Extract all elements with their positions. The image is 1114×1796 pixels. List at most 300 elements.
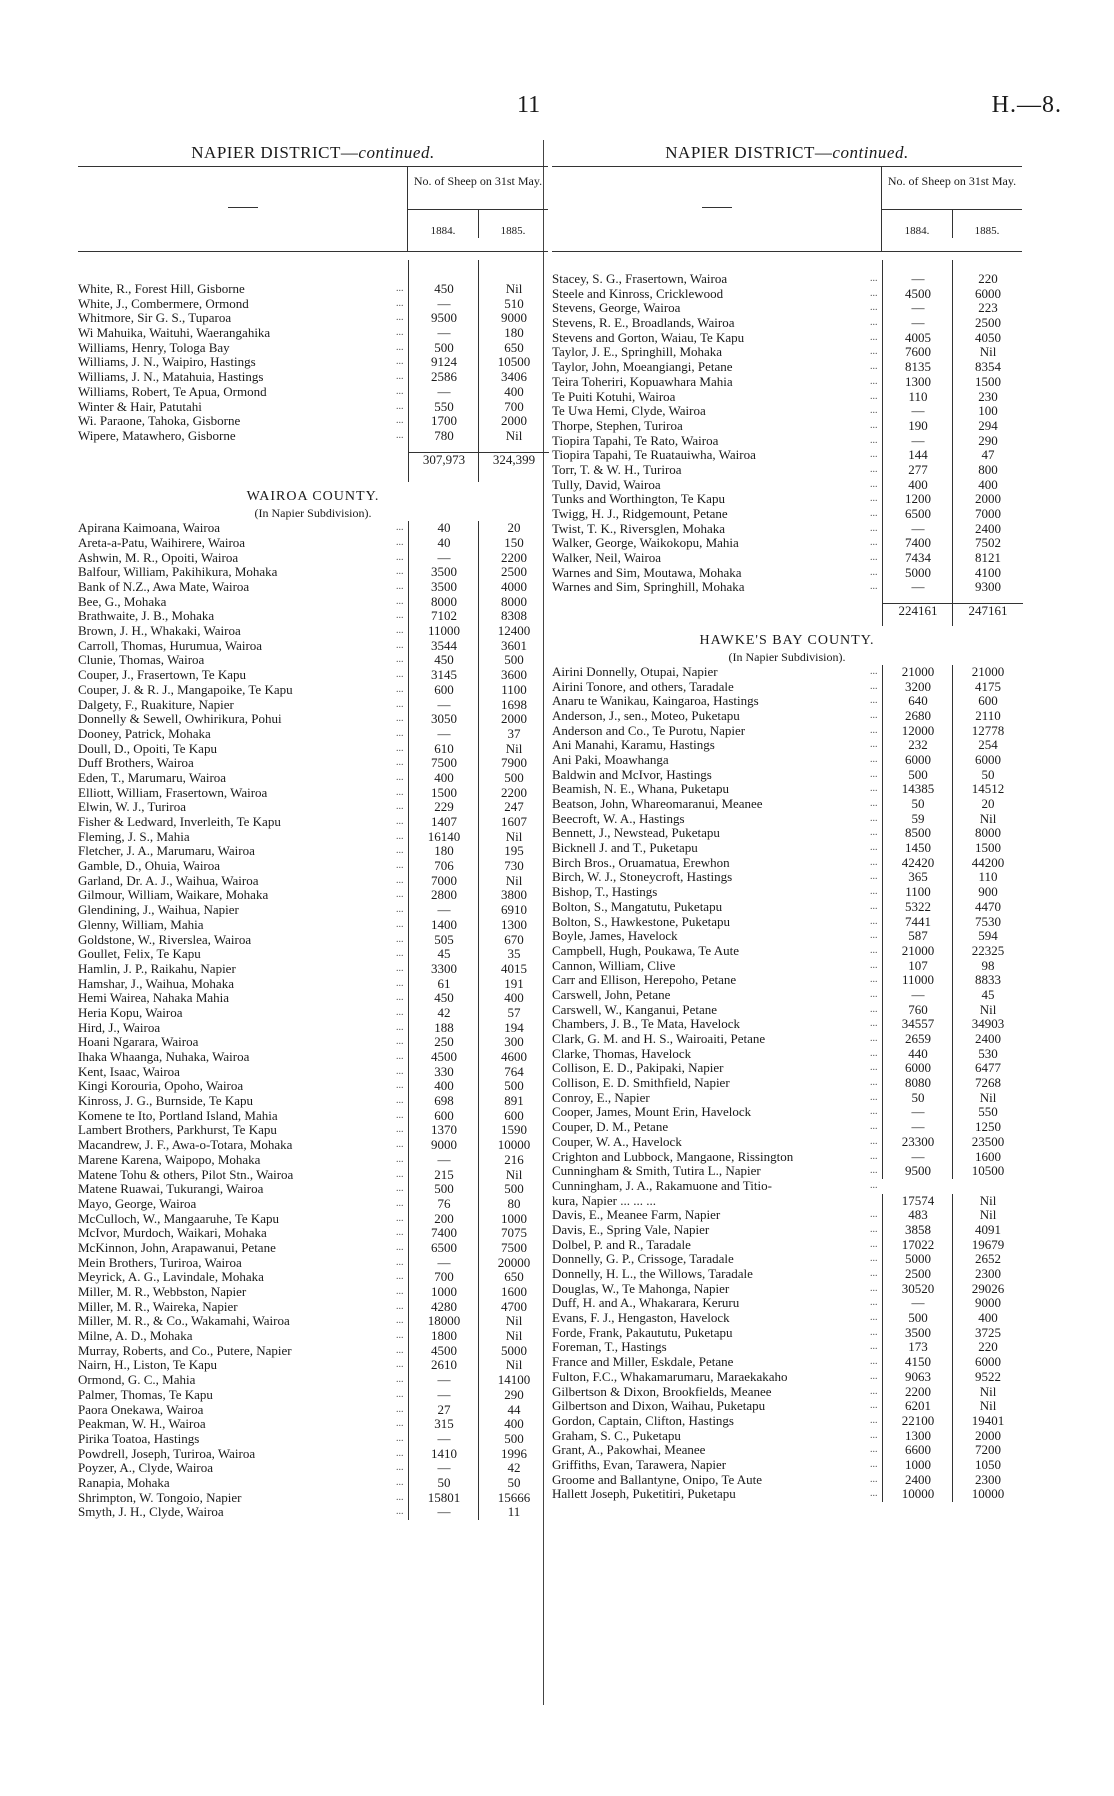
- row-name: Eden, T., Marumaru, Wairoa: [78, 770, 227, 785]
- row-name: Couper, W. A., Havelock: [552, 1134, 682, 1149]
- value-1884: —: [408, 727, 479, 742]
- value-1885: 290: [952, 434, 1023, 449]
- table-row: [78, 1388, 548, 1403]
- table-row: [78, 639, 548, 654]
- value-1885: 2000: [952, 492, 1023, 507]
- value-1885: 10000: [478, 1138, 549, 1153]
- value-1885: 530: [952, 1047, 1023, 1062]
- value-1884: 277: [882, 463, 953, 478]
- table-row: [78, 1417, 548, 1432]
- value-1885: 764: [478, 1065, 549, 1080]
- value-1885: 10000: [952, 1487, 1023, 1502]
- page-number: 11: [517, 92, 541, 118]
- value-1885: 8354: [952, 360, 1023, 375]
- value-1885: 2500: [952, 316, 1023, 331]
- table-row: [78, 1138, 548, 1153]
- header-years: [882, 209, 1022, 252]
- row-leader: ...: [396, 1124, 404, 1136]
- row-name: Kinross, J. G., Burnside, Te Kapu: [78, 1094, 254, 1109]
- row-name: Anaru te Wanikau, Kaingaroa, Hastings: [552, 694, 759, 709]
- row-name: Nairn, H., Liston, Te Kapu: [78, 1358, 217, 1373]
- value-1885: 1600: [478, 1285, 549, 1300]
- row-leader: ...: [396, 1139, 404, 1151]
- row-leader: ...: [396, 1447, 404, 1459]
- row-leader: ...: [870, 930, 878, 942]
- row-name: Hird, J., Wairoa: [78, 1020, 161, 1035]
- row-name: McKinnon, John, Arapawanui, Petane: [78, 1240, 276, 1255]
- table-row: [552, 551, 1022, 566]
- value-1885: 500: [478, 1182, 549, 1197]
- value-1885: 500: [478, 1432, 549, 1447]
- table-row: [78, 1006, 548, 1021]
- row-leader: ...: [396, 669, 404, 681]
- value-1884: 6201: [882, 1399, 953, 1414]
- table-row: [552, 797, 1022, 812]
- value-1885: Nil: [478, 830, 549, 845]
- value-1885: 4100: [952, 566, 1023, 581]
- district-title: NAPIER DISTRICT—continued.: [665, 143, 909, 162]
- value-1884: 1300: [882, 1429, 953, 1444]
- table-row: [78, 1447, 548, 1462]
- table-row: [78, 1344, 548, 1359]
- right-column: [552, 140, 1022, 1502]
- value-1884: 15801: [408, 1491, 479, 1506]
- value-1884: 8080: [882, 1076, 953, 1091]
- value-1884: 50: [882, 1091, 953, 1106]
- row-name: Cannon, William, Clive: [552, 958, 676, 973]
- value-1885: 4470: [952, 900, 1023, 915]
- value-1884: 400: [882, 478, 953, 493]
- row-name: Beatson, John, Whareomaranui, Meanee: [552, 797, 763, 811]
- value-1884: 3858: [882, 1223, 953, 1238]
- table-row: [78, 1358, 548, 1373]
- header-group: [407, 167, 548, 251]
- table-row: [78, 962, 548, 977]
- table-row: [78, 1491, 548, 1506]
- row-leader: ...: [870, 1253, 878, 1265]
- row-leader: ...: [870, 1282, 878, 1294]
- value-1885: 294: [952, 419, 1023, 434]
- row-leader: ...: [396, 551, 404, 563]
- value-1885: 2400: [952, 522, 1023, 537]
- table-row: [552, 1326, 1022, 1341]
- row-name: White, R., Forest Hill, Gisborne: [78, 282, 245, 296]
- value-1885: 150: [478, 536, 549, 551]
- value-1885: 2200: [478, 786, 549, 801]
- row-name: Dalgety, F., Ruakiture, Napier: [78, 697, 234, 712]
- row-name: Ranapia, Mohaka: [78, 1475, 170, 1490]
- value-1884: 440: [882, 1047, 953, 1062]
- value-1884: 17022: [882, 1238, 953, 1253]
- table-row: [78, 1035, 548, 1050]
- row-name: Wipere, Matawhero, Gisborne: [78, 428, 236, 443]
- table-row: [552, 1179, 1022, 1194]
- row-name: Bolton, S., Mangatutu, Puketapu: [552, 899, 723, 914]
- value-1884: 17574: [882, 1194, 953, 1209]
- table-row: [552, 404, 1022, 419]
- table-row: [78, 668, 548, 683]
- row-name: Glenny, William, Mahia: [78, 917, 204, 932]
- table-row: [552, 915, 1022, 930]
- table-row: [78, 933, 548, 948]
- row-name: Balfour, William, Pakihikura, Mohaka: [78, 565, 278, 580]
- header-group-label: No. of Sheep on 31st May.: [887, 174, 1017, 188]
- row-name: Williams, J. N., Waipiro, Hastings: [78, 355, 256, 370]
- row-name: Anderson, J., sen., Moteo, Puketapu: [552, 708, 740, 723]
- row-spacer: [78, 260, 548, 282]
- value-1885: 510: [478, 297, 549, 312]
- value-1884: —: [408, 1505, 479, 1520]
- value-1884: 9500: [408, 311, 479, 326]
- value-1884: 40: [408, 536, 479, 551]
- value-1884: 3300: [408, 962, 479, 977]
- value-1884: 4500: [408, 1344, 479, 1359]
- row-leader: ...: [396, 1036, 404, 1048]
- value-1885: 4700: [478, 1300, 549, 1315]
- row-name: Grant, A., Pakowhai, Meanee: [552, 1443, 706, 1458]
- row-name: Powdrell, Joseph, Turiroa, Wairoa: [78, 1446, 256, 1461]
- value-1885: 47: [952, 448, 1023, 463]
- table-row: [552, 566, 1022, 581]
- value-1884: 2800: [408, 888, 479, 903]
- table-row: [78, 595, 548, 610]
- value-1885: 23500: [952, 1135, 1023, 1150]
- table-row: [78, 800, 548, 815]
- row-name: Pirika Toatoa, Hastings: [78, 1431, 200, 1446]
- row-leader: ...: [396, 845, 404, 857]
- table-row: [552, 1370, 1022, 1385]
- row-name: Milne, A. D., Mohaka: [78, 1329, 193, 1344]
- row-name: Warnes and Sim, Springhill, Mohaka: [552, 580, 745, 595]
- row-name: Ashwin, M. R., Opoiti, Wairoa: [78, 550, 239, 565]
- value-1884: 2610: [408, 1358, 479, 1373]
- row-leader: ...: [870, 1370, 878, 1382]
- value-1885: 650: [478, 1270, 549, 1285]
- row-leader: ...: [396, 830, 404, 842]
- value-1885: 4091: [952, 1223, 1023, 1238]
- table-row: [552, 1429, 1022, 1444]
- row-name: Collison, E. D., Pakipaki, Napier: [552, 1061, 724, 1076]
- row-name: Stevens, R. E., Broadlands, Wairoa: [552, 316, 735, 331]
- table-row: [78, 521, 548, 536]
- header-dash: [228, 207, 258, 208]
- row-leader: ...: [870, 1091, 878, 1103]
- row-name: Fisher & Ledward, Inverleith, Te Kapu: [78, 815, 281, 829]
- value-1884: 1450: [882, 841, 953, 856]
- row-name: Clunie, Thomas, Wairoa: [78, 653, 205, 668]
- row-name: Meyrick, A. G., Lavindale, Mohaka: [78, 1270, 264, 1285]
- table-row: [552, 885, 1022, 900]
- value-1884: 2680: [882, 709, 953, 724]
- row-name: Peakman, W. H., Wairoa: [78, 1417, 206, 1432]
- value-1885: 50: [478, 1476, 549, 1491]
- table-body: [552, 252, 1022, 1502]
- value-1885: 600: [478, 1109, 549, 1124]
- row-leader: ...: [870, 552, 878, 564]
- value-1885: 4600: [478, 1050, 549, 1065]
- value-1885: 6000: [952, 753, 1023, 768]
- row-leader: ...: [870, 1268, 878, 1279]
- row-leader: ...: [870, 1121, 878, 1133]
- value-1885: 98: [952, 959, 1023, 974]
- row-leader: ...: [396, 1183, 404, 1195]
- table-row: [552, 1399, 1022, 1414]
- table-row: [78, 565, 548, 580]
- row-leader: ...: [870, 812, 878, 824]
- value-1884: —: [882, 1296, 953, 1311]
- spacer-cell: [952, 618, 1023, 626]
- year-1884: 1884.: [408, 210, 479, 238]
- value-1885: 20000: [478, 1256, 549, 1271]
- row-name: Heria Kopu, Wairoa: [78, 1005, 183, 1020]
- table-row: [552, 738, 1022, 753]
- value-1885: 7268: [952, 1076, 1023, 1091]
- row-leader: ...: [870, 390, 878, 402]
- value-1884: 307,973: [408, 452, 479, 468]
- row-name: Duff Brothers, Wairoa: [78, 756, 194, 771]
- table-row: [78, 1153, 548, 1168]
- value-1884: 200: [408, 1212, 479, 1227]
- table-row: [552, 507, 1022, 522]
- row-name: Goullet, Felix, Te Kapu: [78, 947, 201, 962]
- table-body: [78, 252, 548, 1520]
- value-1884: 40: [408, 521, 479, 536]
- value-1884: 365: [882, 870, 953, 885]
- table-row: [552, 665, 1022, 680]
- table-row: [552, 522, 1022, 537]
- value-1885: 194: [478, 1021, 549, 1036]
- table-row: [552, 419, 1022, 434]
- table-row: [552, 1414, 1022, 1429]
- row-name: Ihaka Whaanga, Nuhaka, Wairoa: [78, 1050, 250, 1064]
- table-row: [552, 1017, 1022, 1032]
- value-1885: 1600: [952, 1150, 1023, 1165]
- row-leader: ...: [396, 1374, 404, 1386]
- row-leader: ...: [870, 1077, 878, 1089]
- row-name: Komene te Ito, Portland Island, Mahia: [78, 1108, 278, 1123]
- table-row: [78, 1461, 548, 1476]
- row-name: Tunks and Worthington, Te Kapu: [552, 492, 725, 507]
- table-row: [552, 1135, 1022, 1150]
- table-row: [78, 1373, 548, 1388]
- table-row: [78, 1314, 548, 1329]
- row-name: Lambert Brothers, Parkhurst, Te Kapu: [78, 1123, 277, 1138]
- table-row: [552, 1267, 1022, 1282]
- table-row: [552, 694, 1022, 709]
- table-row: [78, 429, 548, 444]
- value-1884: 760: [882, 1003, 953, 1018]
- table-row: [78, 536, 548, 551]
- row-spacer: [552, 260, 1022, 272]
- row-name: Poyzer, A., Clyde, Wairoa: [78, 1461, 214, 1476]
- value-1884: 229: [408, 800, 479, 815]
- value-1885: 8000: [478, 595, 549, 610]
- value-1884: 8000: [408, 595, 479, 610]
- value-1884: 45: [408, 947, 479, 962]
- row-leader: ...: [870, 842, 878, 854]
- row-name: Mein Brothers, Turiroa, Wairoa: [78, 1255, 242, 1270]
- row-name: Miller, M. R., & Co., Wakamahi, Wairoa: [78, 1314, 290, 1329]
- value-1884: —: [408, 1432, 479, 1447]
- row-leader: ...: [396, 1080, 404, 1092]
- subdivision-note: (In Napier Subdivision).: [728, 649, 846, 664]
- header-dash: [702, 207, 732, 208]
- row-name: Tiopira Tapahi, Te Rato, Wairoa: [552, 433, 719, 448]
- value-1885: 1300: [478, 918, 549, 933]
- header-years: [408, 209, 548, 252]
- table-row: [78, 712, 548, 727]
- value-1885: 800: [952, 463, 1023, 478]
- value-1885: 223: [952, 301, 1023, 316]
- value-1884: 188: [408, 1021, 479, 1036]
- table-row: [78, 1212, 548, 1227]
- value-1885: 1050: [952, 1458, 1023, 1473]
- value-1885: 400: [952, 478, 1023, 493]
- value-1885: 4000: [478, 580, 549, 595]
- value-1885: 14512: [952, 782, 1023, 797]
- value-1884: —: [882, 272, 953, 287]
- row-name: Elwin, W. J., Turiroa: [78, 800, 186, 815]
- value-1884: 8135: [882, 360, 953, 375]
- row-leader: ...: [870, 1150, 878, 1162]
- row-leader: ...: [870, 1047, 878, 1059]
- row-leader: ...: [870, 695, 878, 707]
- value-1885: 44: [478, 1403, 549, 1418]
- row-leader: ...: [396, 1256, 404, 1268]
- row-leader: ...: [870, 1018, 878, 1030]
- row-leader: ...: [396, 1300, 404, 1312]
- spacer-cell: [408, 466, 479, 482]
- value-1885: 1500: [952, 375, 1023, 390]
- row-leader: ...: [870, 302, 878, 314]
- value-1884: 11000: [882, 973, 953, 988]
- table-row: [552, 1385, 1022, 1400]
- row-name: Hemi Wairea, Nahaka Mahia: [78, 991, 230, 1006]
- row-leader: ...: [870, 508, 878, 519]
- value-1885: 45: [952, 988, 1023, 1003]
- row-leader: ...: [396, 727, 404, 739]
- table-row: [552, 1120, 1022, 1135]
- spacer-cell: [882, 595, 953, 603]
- row-leader: ...: [870, 739, 878, 751]
- value-1884: 400: [408, 1079, 479, 1094]
- table-row: [552, 973, 1022, 988]
- value-1885: Nil: [952, 345, 1023, 360]
- value-1884: 5000: [882, 566, 953, 581]
- row-name: Brown, J. H., Whakaki, Wairoa: [78, 624, 241, 639]
- value-1885: 600: [952, 694, 1023, 709]
- value-1885: 110: [952, 870, 1023, 885]
- table-row: [78, 1285, 548, 1300]
- table-row: [552, 463, 1022, 478]
- table-row: [78, 1021, 548, 1036]
- table-row: [552, 1032, 1022, 1047]
- table-row: [78, 341, 548, 356]
- row-leader: ...: [870, 944, 878, 956]
- table-row: [552, 1296, 1022, 1311]
- row-name: Bee, G., Mohaka: [78, 594, 167, 609]
- page-reference: H.—8.: [991, 92, 1062, 118]
- year-1885: 1885.: [500, 225, 526, 237]
- value-1885: Nil: [952, 1385, 1023, 1400]
- row-leader: ...: [870, 317, 878, 329]
- value-1884: 1000: [408, 1285, 479, 1300]
- value-1885: 594: [952, 929, 1023, 944]
- value-1885: 12778: [952, 724, 1023, 739]
- value-1884: 500: [408, 341, 479, 356]
- row-leader: ...: [870, 1106, 878, 1118]
- row-name: Walker, George, Waikokopu, Mahia: [552, 536, 739, 551]
- row-name: Stacey, S. G., Frasertown, Wairoa: [552, 272, 728, 286]
- value-1884: 27: [408, 1403, 479, 1418]
- table-row: [552, 1091, 1022, 1106]
- value-1884: 14385: [882, 782, 953, 797]
- header-group-label: No. of Sheep on 31st May.: [413, 174, 543, 188]
- table-row: [78, 326, 548, 341]
- table-row: [552, 316, 1022, 331]
- value-1885: 1100: [478, 683, 549, 698]
- row-leader: ...: [870, 915, 878, 927]
- table-row: [552, 988, 1022, 1003]
- value-1884: 59: [882, 812, 953, 827]
- spacer-cell: [478, 444, 549, 452]
- value-1884: —: [882, 404, 953, 419]
- value-1885: 19679: [952, 1238, 1023, 1253]
- value-1884: 2500: [882, 1267, 953, 1282]
- table-row: [552, 331, 1022, 346]
- value-1884: 7434: [882, 551, 953, 566]
- value-1884: 780: [408, 429, 479, 444]
- row-leader: ...: [870, 566, 878, 578]
- row-leader: ...: [396, 1197, 404, 1209]
- row-name: Griffiths, Evan, Tarawera, Napier: [552, 1457, 727, 1472]
- row-leader: ...: [870, 1458, 878, 1470]
- row-name: Tully, David, Wairoa: [552, 477, 661, 492]
- value-1885: 14100: [478, 1373, 549, 1388]
- value-1885: 11: [478, 1505, 549, 1520]
- row-name: Bank of N.Z., Awa Mate, Wairoa: [78, 580, 250, 594]
- value-1884: 7600: [882, 345, 953, 360]
- row-leader: ...: [396, 713, 404, 725]
- row-leader: ...: [396, 327, 404, 339]
- row-name: Areta-a-Patu, Waihirere, Wairoa: [78, 535, 246, 550]
- spacer-cell: [408, 444, 479, 452]
- table-row: [78, 1270, 548, 1285]
- value-1884: 3050: [408, 712, 479, 727]
- value-1884: 7500: [408, 756, 479, 771]
- table-row: [552, 1238, 1022, 1253]
- row-name: Goldstone, W., Riverslea, Wairoa: [78, 932, 252, 947]
- row-name: Whitmore, Sir G. S., Tuparoa: [78, 311, 232, 326]
- row-leader: ...: [870, 827, 878, 839]
- year-1884: 1884.: [882, 210, 953, 238]
- row-leader: ...: [396, 698, 404, 710]
- value-1885: Nil: [478, 1329, 549, 1344]
- table-row: [78, 609, 548, 624]
- row-leader: ...: [870, 1385, 878, 1397]
- value-1885: 6910: [478, 903, 549, 918]
- value-1884: 16140: [408, 830, 479, 845]
- row-leader: ...: [396, 1403, 404, 1415]
- table-row: [552, 1105, 1022, 1120]
- value-1885: 7502: [952, 536, 1023, 551]
- row-leader: ...: [870, 419, 878, 431]
- table-row: [78, 1065, 548, 1080]
- value-1884: 640: [882, 694, 953, 709]
- row-name: Stevens and Gorton, Waiau, Te Kapu: [552, 330, 745, 345]
- value-1885: 44200: [952, 856, 1023, 871]
- row-leader: ...: [396, 581, 404, 592]
